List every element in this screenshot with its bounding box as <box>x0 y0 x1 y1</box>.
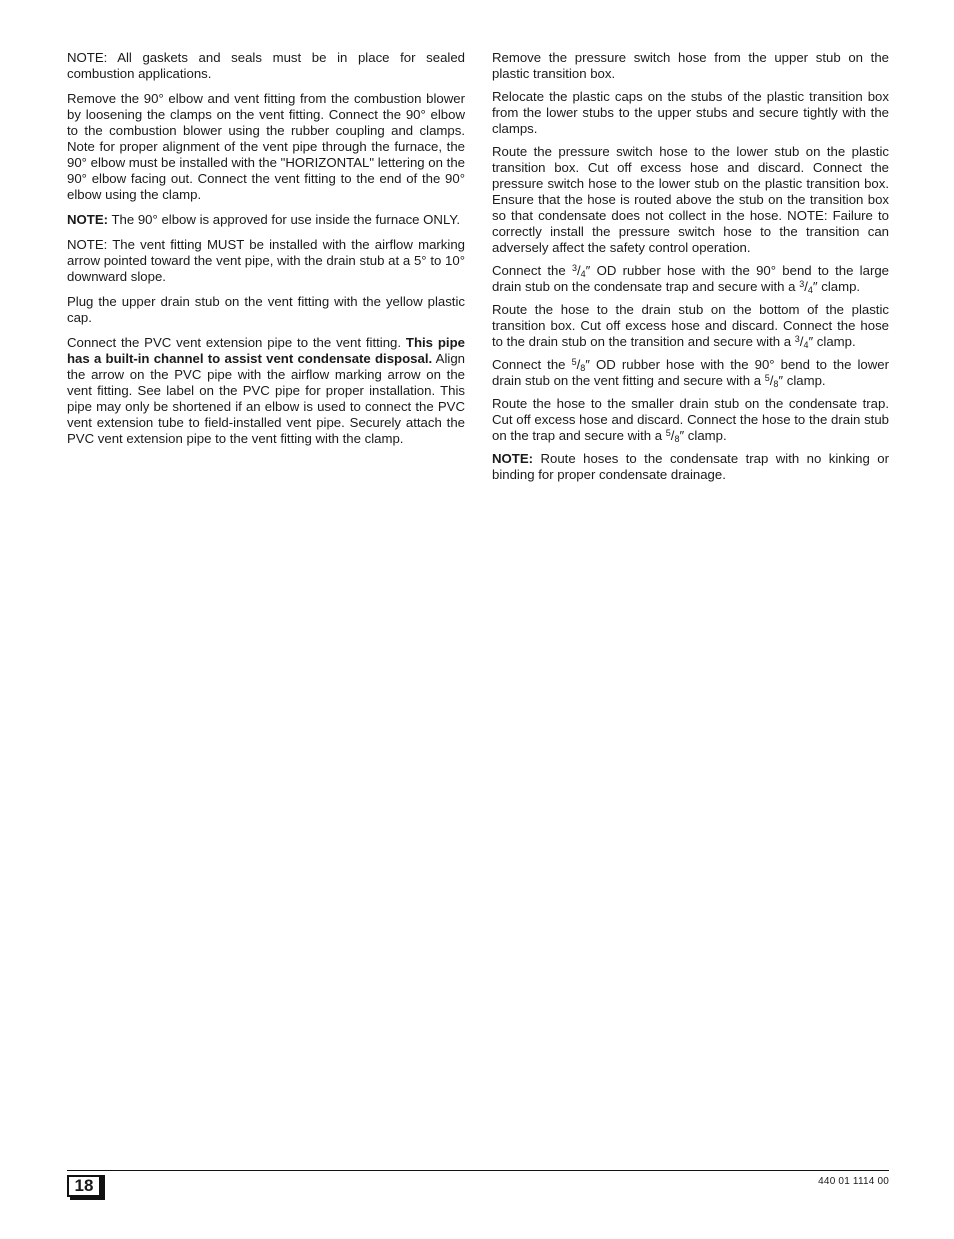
pvc-text-start: Connect the PVC vent extension pipe to the vent fitting. <box>67 335 406 350</box>
pvc-text-end: Align the arrow on the PVC pipe with the airflow marking arrow on the vent fitting. See label on the PVC pipe for proper installation. This pipe may only be shortened if an elbow is used to connect the PVC vent extension tube to field-installed vent pipe. Securely attach the PVC vent extension pipe to the vent fitting with the clamp. <box>67 351 465 446</box>
text-segment: Connect the <box>492 357 572 372</box>
text-segment: OD rubber hose with the 90° bend to the lower drain stub on the vent fitting and secure with a <box>492 357 889 388</box>
frac-num: 5 <box>571 357 577 367</box>
fraction-three-quarter: $^3/_4''$ <box>571 263 591 279</box>
inch-mark: ″ <box>808 334 814 349</box>
route-hose-trap <box>492 396 889 444</box>
inch-mark: ″ <box>585 357 590 372</box>
inch-mark: ″ <box>812 279 818 294</box>
route-pressure-hose: Route the pressure switch hose to the lower stub on the plastic transition box. Cut off excess hose and discard. Connect the pressure switch hose to the lower stub on the plastic transition box. Ensure that the hose is routed above the stub on the transition box so that condensate does not collect in the hose. NOTE: Failure to correctly install the pressure switch hose to the transition can adversely affect the safety control operation. <box>492 144 889 255</box>
text-segment: clamp. <box>817 279 861 294</box>
route-hose-transition <box>492 302 889 350</box>
connect-58-hose <box>492 357 889 389</box>
pvc-extension-instructions <box>67 335 465 447</box>
text-segment: Route the hose to the drain stub on the bottom of the plastic transition box. Cut off excess hose and discard. Connect the hose to the drain stub on the transition and secure with a <box>492 302 889 349</box>
frac-num: 3 <box>799 279 805 289</box>
frac-den: 4 <box>803 340 809 350</box>
text-segment: Connect the <box>492 263 572 278</box>
fraction-five-eighths: $^5/_8''$ <box>665 428 685 444</box>
frac-den: 8 <box>580 363 586 373</box>
frac-num: 3 <box>571 263 577 273</box>
frac-num: 3 <box>794 334 800 344</box>
right-column <box>492 50 889 490</box>
page-number: 18 <box>67 1175 101 1197</box>
fraction-five-eighths: $^5/_8''$ <box>571 357 590 373</box>
document-code: 440 01 1114 00 <box>818 1176 889 1187</box>
fraction-three-quarter: $^3/_4''$ <box>799 279 818 295</box>
note-text: The 90° elbow is approved for use inside the furnace ONLY. <box>108 212 461 227</box>
note-label: NOTE: <box>67 212 109 227</box>
text-segment: clamp. <box>684 428 727 443</box>
connect-34-hose <box>492 263 889 295</box>
text-segment: clamp. <box>813 334 856 349</box>
note-gaskets: NOTE: All gaskets and seals must be in place for sealed combustion applications. <box>67 50 465 81</box>
footer-rule <box>67 1170 889 1171</box>
left-column <box>67 50 465 456</box>
relocate-caps: Relocate the plastic caps on the stubs of the plastic transition box from the lower stubs to the upper stubs and secure tightly with the clamps. <box>492 89 889 136</box>
text-segment: OD rubber hose with the 90° bend to the large drain stub on the condensate trap and secure with a <box>492 263 890 294</box>
note-label: NOTE: <box>492 451 534 466</box>
elbow-instructions: Remove the 90° elbow and vent fitting from the combustion blower by loosening the clamps on the vent fitting. Connect the 90° elbow to the combustion blower using the rubber coupling and clamps. Note for proper alignment of the vent pipe through the furnace, the 90° elbow must be installed with the "HORIZONTAL" lettering on the 90° elbow facing out. Connect the vent fitting to the end of the 90° elbow using the clamp. <box>67 91 465 202</box>
frac-den: 4 <box>580 269 586 279</box>
frac-num: 5 <box>665 428 671 438</box>
frac-den: 8 <box>773 379 779 389</box>
frac-den: 8 <box>674 434 680 444</box>
inch-mark: ″ <box>679 428 685 443</box>
remove-pressure-hose: Remove the pressure switch hose from the upper stub on the plastic transition box. <box>492 50 889 81</box>
frac-num: 5 <box>764 373 770 383</box>
note-route-hoses <box>492 451 889 483</box>
fraction-three-quarter: $^3/_4''$ <box>794 334 814 350</box>
fraction-five-eighths: $^5/_8''$ <box>764 373 784 389</box>
text-segment: Route the hose to the smaller drain stub on the condensate trap. Cut off excess hose and discard. Connect the hose to the drain stub on the trap and secure with a <box>492 396 889 443</box>
pvc-text-bold: This pipe has a built-in channel to assist vent condensate disposal. <box>67 335 465 366</box>
inch-mark: ″ <box>585 263 591 278</box>
inch-mark: ″ <box>778 373 784 388</box>
note-vent-fitting: NOTE: The vent fitting MUST be installed with the airflow marking arrow pointed toward the vent pipe, with the drain stub at a 5° to 10° downward slope. <box>67 237 465 284</box>
note-elbow-inside <box>67 212 465 228</box>
plug-drain-stub: Plug the upper drain stub on the vent fitting with the yellow plastic cap. <box>67 294 465 325</box>
note-text: Route hoses to the condensate trap with no kinking or binding for proper condensate drainage. <box>492 451 889 482</box>
page-number-shadow <box>70 1197 105 1200</box>
text-segment: clamp. <box>783 373 826 388</box>
frac-den: 4 <box>807 285 813 295</box>
